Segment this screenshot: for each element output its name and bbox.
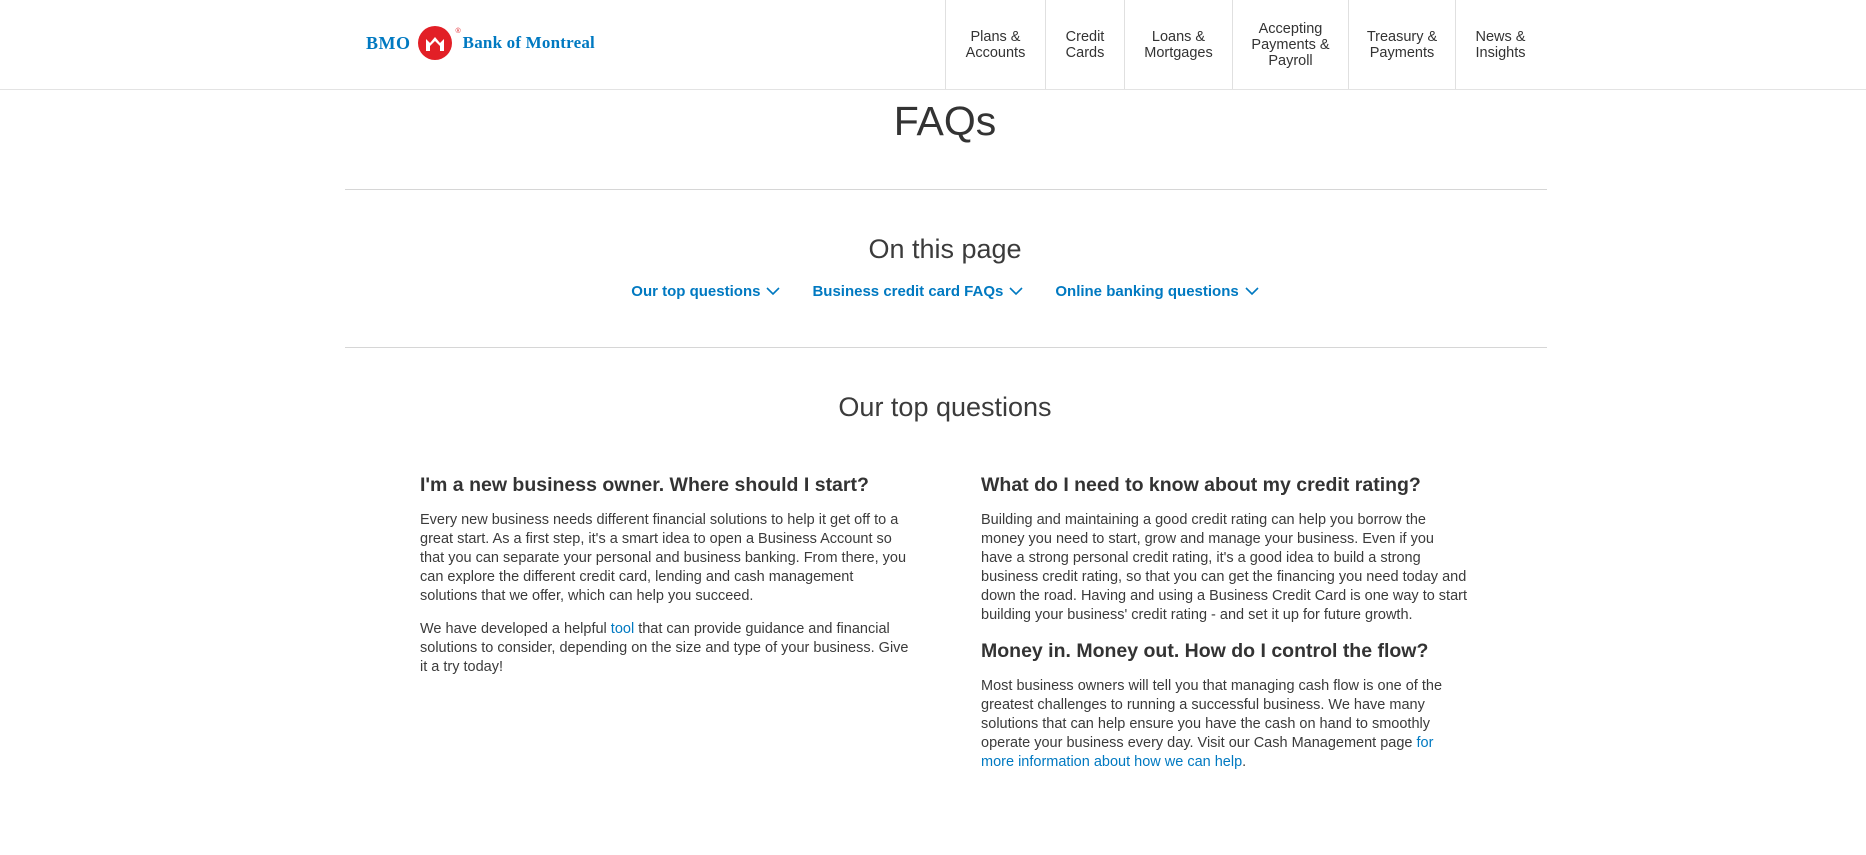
link-label: Online banking questions <box>1055 283 1239 300</box>
on-this-page-heading: On this page <box>868 234 1022 264</box>
chevron-down-icon <box>1245 283 1259 300</box>
chevron-down-icon <box>1009 283 1023 300</box>
link-label: Our top questions <box>631 283 761 300</box>
page-title: FAQs <box>893 98 997 144</box>
divider-top <box>345 189 1547 190</box>
faq-question-cash-flow: Money in. Money out. How do I control the flow? <box>981 640 1429 662</box>
top-questions-heading: Our top questions <box>838 392 1052 422</box>
nav-plans-accounts[interactable]: Plans & Accounts <box>945 0 1045 89</box>
nav-treasury-payments[interactable]: Treasury & Payments <box>1348 0 1455 89</box>
link-label: Business credit card FAQs <box>812 283 1004 300</box>
main-nav <box>945 0 1545 89</box>
answer-text: that can provide guidance and financial solutions to consider, depending on the size and type of your business. Give it a try today! <box>420 621 909 675</box>
tool-link[interactable]: tool <box>610 621 635 637</box>
chevron-down-icon <box>766 283 780 300</box>
faq-column-left <box>420 473 912 691</box>
faq-question-new-business: I'm a new business owner. Where should I start? <box>420 474 869 496</box>
answer-text: . <box>1242 754 1247 770</box>
divider-bottom <box>345 347 1547 348</box>
nav-accepting-payments-payroll[interactable]: Accepting Payments & Payroll <box>1232 0 1348 89</box>
nav-credit-cards[interactable]: Credit Cards <box>1045 0 1124 89</box>
nav-news-insights[interactable]: News & Insights <box>1455 0 1545 89</box>
bmo-logo[interactable] <box>366 26 595 60</box>
site-header <box>0 0 1866 90</box>
on-this-page-links <box>0 283 1866 300</box>
answer-text: Most business owners will tell you that managing cash flow is one of the greatest challenges to running a successful business. We have many solutions that can help ensure you have the cash on hand to smoothly operate your business every day. Visit our Cash Management page <box>981 678 1443 751</box>
faq-answer-credit-rating: Building and maintaining a good credit rating can help you borrow the money you need to start, grow and manage your business. Even if you have a strong personal credit rating, it's a good idea to build a strong business credit rating, so that you can get the financing you need today and down the road. Having and using a Business Credit Card is one way to start building your business' credit rating - and set it up for future growth. <box>981 512 1468 623</box>
link-online-banking-questions[interactable] <box>1055 283 1258 300</box>
bmo-roundel-icon <box>418 26 452 60</box>
cash-management-info-link[interactable]: for more information about how we can help <box>981 735 1434 770</box>
logo-registered-mark: ® <box>455 27 461 35</box>
answer-text: We have developed a helpful <box>420 621 611 637</box>
logo-bank-name: Bank of Montreal <box>462 33 595 52</box>
logo-bmo-text: BMO <box>366 32 411 53</box>
faq-answer-new-business: Every new business needs different financial solutions to help it get off to a great start. As a first step, it's a smart idea to open a Business Account so that you can separate your personal and business banking. From there, you can explore the different credit card, lending and cash management solutions that we offer, which can help you succeed. <box>420 512 907 604</box>
faq-question-credit-rating: What do I need to know about my credit rating? <box>981 474 1421 496</box>
link-our-top-questions[interactable] <box>631 283 780 300</box>
link-business-credit-card-faqs[interactable] <box>812 283 1023 300</box>
faq-column-right <box>981 473 1469 786</box>
nav-loans-mortgages[interactable]: Loans & Mortgages <box>1124 0 1232 89</box>
faq-answer-tool-paragraph <box>420 620 912 677</box>
faq-answer-cash-flow <box>981 677 1469 772</box>
